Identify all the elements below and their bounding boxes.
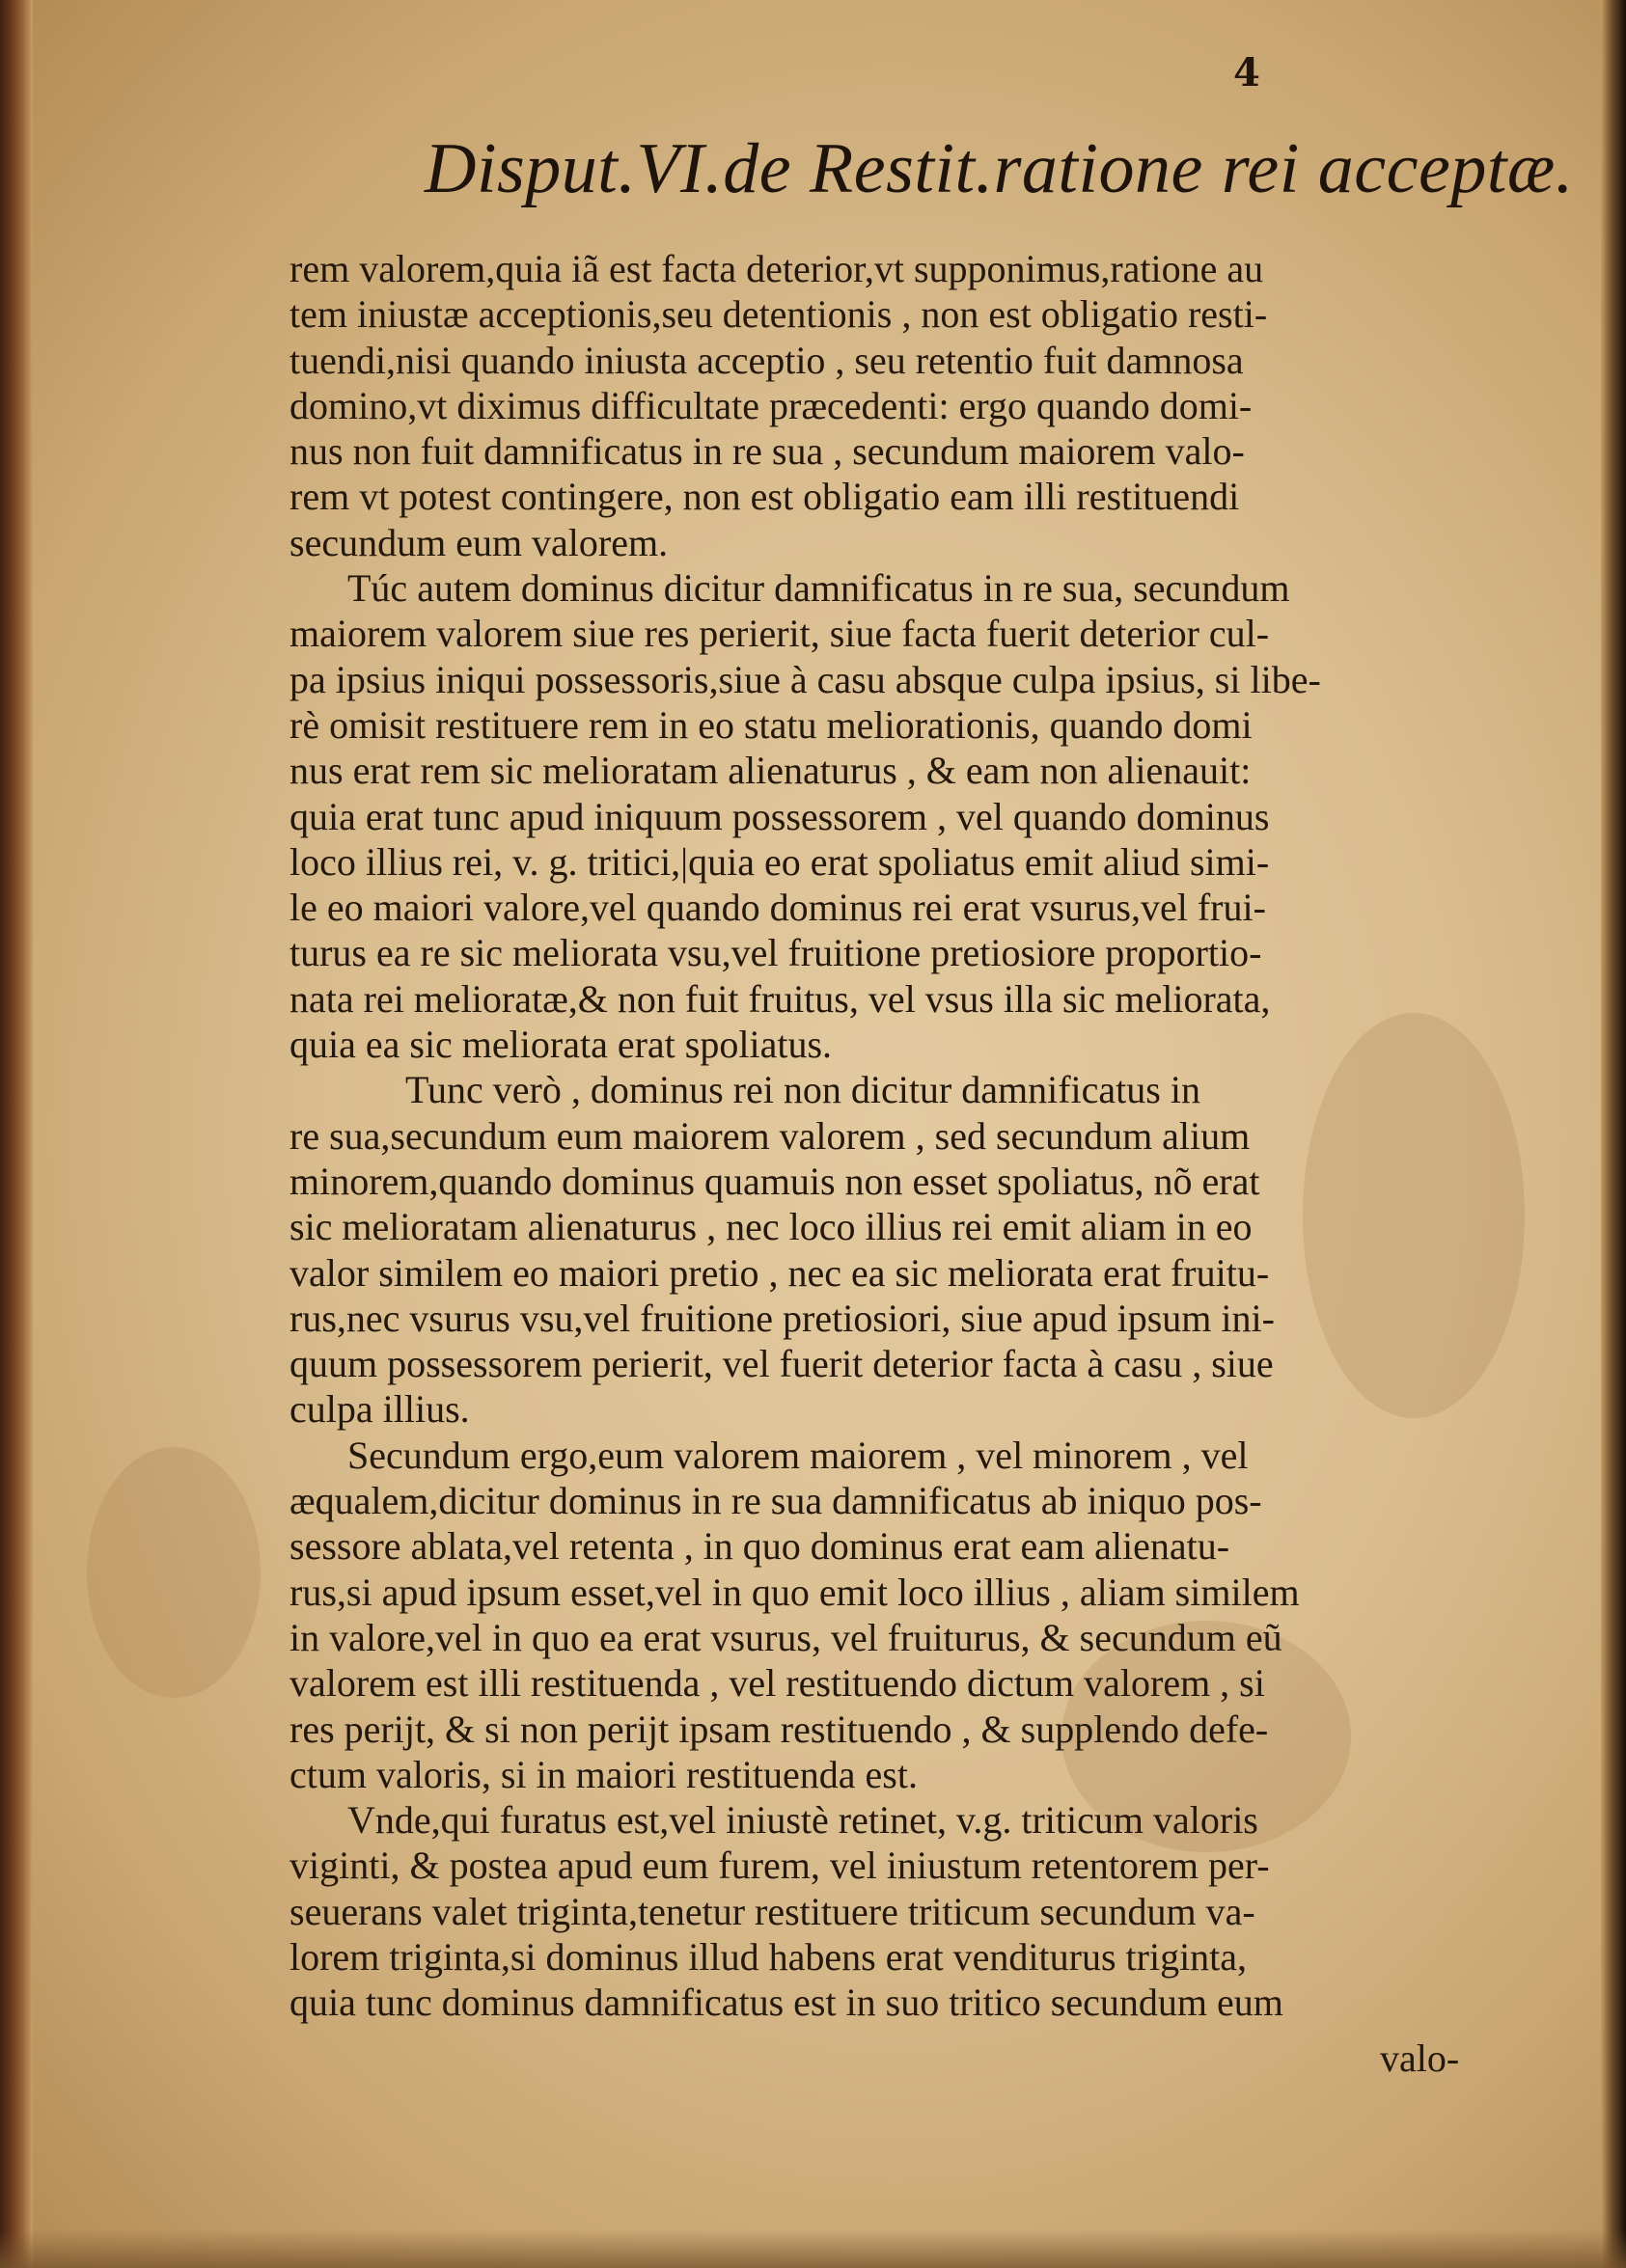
text-line: seuerans valet triginta,tenetur restituere triticum secundum va- — [289, 1889, 1255, 1933]
text-line: lorem triginta,si dominus illud habens erat venditurus triginta, — [289, 1934, 1248, 1979]
text-line: valorem est illi restituenda , vel restituendo dictum valorem , si — [289, 1661, 1265, 1706]
running-title: Disput.VI.de Restit.ratione rei acceptæ. — [425, 129, 1574, 208]
text-line: tuendi,nisi quando iniusta acceptio , seu retentio fuit damnosa — [289, 338, 1244, 382]
text-line: tem iniustæ acceptionis,seu detentionis , non est obligatio resti- — [289, 292, 1268, 337]
catchword: valo- — [1380, 2036, 1460, 2080]
text-line: loco illius rei, v. g. tritici,|quia eo erat spoliatus emit aliud simi- — [289, 839, 1270, 884]
paper-stain — [87, 1447, 261, 1698]
text-line: quia erat tunc apud iniquum possessorem , vel quando dominus — [289, 794, 1270, 838]
text-line: pa ipsius iniqui possessoris,siue à casu absque culpa ipsius, si libe- — [289, 657, 1321, 701]
text-line: nus erat rem sic melioratam alienaturus , & eam non alienauit: — [289, 749, 1252, 793]
text-line: rus,nec vsurus vsu,vel fruitione pretiosiori, siue apud ipsum ini- — [289, 1296, 1275, 1340]
text-line: viginti, & postea apud eum furem, vel iniustum retentorem per- — [289, 1844, 1270, 1888]
book-spine — [0, 0, 33, 2268]
text-line: rem vt potest contingere, non est obligatio eam illi restituendi — [289, 475, 1240, 519]
text-line: quum possessorem perierit, vel fuerit deterior facta à casu , siue — [289, 1342, 1274, 1386]
text-line: rus,si apud ipsum esset,vel in quo emit loco illius , aliam similem — [289, 1570, 1300, 1614]
text-line: domino,vt diximus difficultate præcedenti: ergo quando domi- — [289, 383, 1253, 427]
text-line: culpa illius. — [289, 1387, 470, 1432]
text-line: sic melioratam alienaturus , nec loco illius rei emit aliam in eo — [289, 1205, 1253, 1249]
text-line: re sua,secundum eum maiorem valorem , sed secundum alium — [289, 1113, 1251, 1158]
paragraph-first-line: Vnde,qui furatus est,vel iniustè retinet, v.g. triticum valoris — [347, 1798, 1258, 1843]
text-line: sessore ablata,vel retenta , in quo dominus erat eam alienatu- — [289, 1524, 1230, 1569]
page-bottom-edge — [0, 2229, 1626, 2268]
text-line: quia ea sic meliorata erat spoliatus. — [289, 1023, 833, 1067]
paragraph-first-line: Secundum ergo,eum valorem maiorem , vel minorem , vel — [347, 1433, 1249, 1477]
text-line: minorem,quando dominus quamuis non esset spoliatus, nõ erat — [289, 1159, 1260, 1203]
text-line: rè omisit restituere rem in eo statu meliorationis, quando domi — [289, 702, 1253, 747]
text-line: secundum eum valorem. — [289, 520, 669, 564]
text-line: res perijt, & si non perijt ipsam restituendo , & supplendo defe- — [289, 1707, 1269, 1751]
text-line: quia tunc dominus damnificatus est in suo tritico secundum eum — [289, 1981, 1283, 2025]
page-mark: 4 — [1233, 50, 1260, 96]
text-line: nata rei melioratæ,& non fuit fruitus, vel vsus illa sic meliorata, — [289, 976, 1271, 1021]
text-line: maiorem valorem siue res perierit, siue facta fuerit deterior cul- — [289, 612, 1270, 656]
text-line: valor similem eo maiori pretio , nec ea sic meliorata erat fruitu- — [289, 1250, 1270, 1295]
text-line: turus ea re sic meliorata vsu,vel fruitione pretiosiore proportio- — [289, 931, 1262, 975]
body-text — [289, 246, 1496, 2026]
text-line: ctum valoris, si in maiori restituenda est. — [289, 1752, 918, 1796]
paragraph-first-line: Túc autem dominus dicitur damnificatus in re sua, secundum — [347, 566, 1290, 611]
text-line: in valore,vel in quo ea erat vsurus, vel fruiturus, & secundum eũ — [289, 1615, 1282, 1659]
text-line: nus non fuit damnificatus in re sua , secundum maiorem valo- — [289, 429, 1245, 474]
page-edge — [1601, 0, 1626, 2268]
text-line: rem valorem,quia iã est facta deterior,vt supponimus,ratione au — [289, 247, 1264, 290]
text-line: le eo maiori valore,vel quando dominus rei erat vsurus,vel frui- — [289, 886, 1266, 930]
paragraph-first-line: Tunc verò , dominus rei non dicitur damnificatus in — [405, 1068, 1200, 1112]
text-line: æqualem,dicitur dominus in re sua damnificatus ab iniquo pos- — [289, 1479, 1262, 1523]
